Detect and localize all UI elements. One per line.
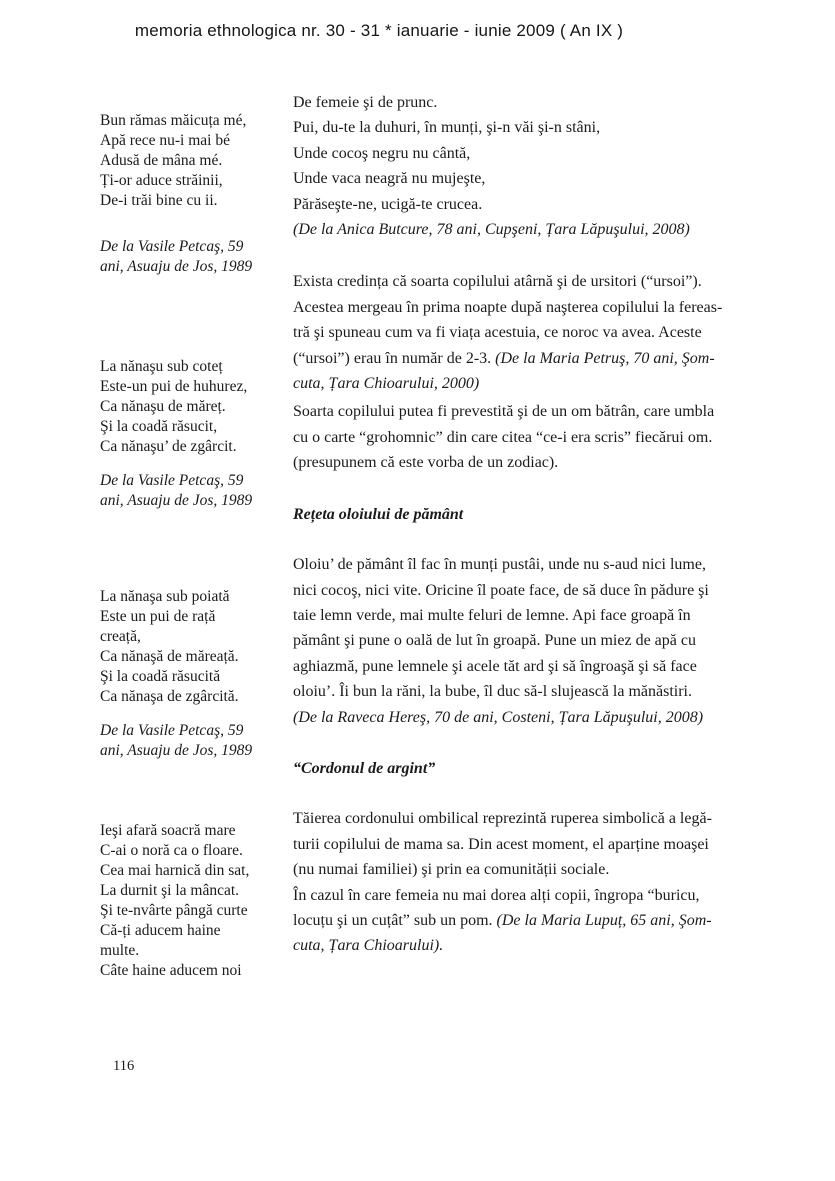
attribution-block [100,721,285,761]
body-text: Este-un pui de huhurez, [100,378,248,395]
body-text: aghiazmă, pune lemnele şi acele tăt ard şi să îngroaşă şi să face [293,657,697,675]
text-line [293,705,755,730]
text-line [100,721,285,741]
body-text: ani, Asuaju de Jos, 1989 [100,492,253,509]
paragraph-block [293,552,755,730]
text-line [100,131,285,151]
text-line [293,425,755,450]
text-line [293,679,755,704]
text-line [293,628,755,653]
text-line [293,166,755,191]
text-line [293,399,755,424]
text-line [100,587,285,607]
text-line [100,397,285,417]
body-text: De femeie şi de prunc. [293,94,438,111]
body-text: (presupunem că este vorba de un zodiac). [293,454,559,472]
body-text: turii copilului de mama sa. Din acest moment, el aparține moaşei [293,835,709,853]
text-line [100,881,285,901]
body-text: Ți-or aduce străinii, [100,172,223,189]
text-line [100,961,285,981]
text-line [100,171,285,191]
body-text: Pui, du-te la duhuri, în munți, şi-n văi şi-n stâni, [293,119,601,137]
body-text: ani, Asuaju de Jos, 1989 [100,258,253,275]
body-text: oloiu’. Îi bun la răni, la bube, îl duc să-l slujească la mănăstiri. [293,683,692,701]
body-text: Unde cocoş negru nu cântă, [293,144,471,162]
body-text: Câte haine aducem noi [100,962,242,979]
body-text: La nănaşu sub coteț [100,358,223,375]
body-text: Ca nănaşa de zgârcită. [100,688,239,705]
body-text: multe. [100,942,140,959]
verse-block [293,90,755,242]
text-line [100,841,285,861]
text-line [293,883,755,908]
body-text: Tăierea cordonului ombilical reprezintă ruperea simbolică a legă- [293,810,712,828]
body-text: Ieşi afară soacră mare [100,822,236,839]
text-line [100,151,285,171]
text-line [100,357,285,377]
body-text: De la Vasile Petcaş, 59 [100,238,244,255]
body-text: nici cocoş, nici vite. Oricine îl poate face, de să duce în pădure şi [293,581,709,599]
citation-text: (De la Maria Lupuț, 65 ani, Şom- [496,911,712,929]
text-line [293,578,755,603]
text-line [293,933,755,958]
body-text: De la Vasile Petcaş, 59 [100,472,244,489]
body-text: Adusă de mâna mé. [100,152,223,169]
body-text: Apă rece nu-i mai bé [100,132,230,149]
body-text: Este un pui de rață [100,608,216,625]
section-heading: Rețeta oloiului de pământ [293,505,464,523]
citation-text: cuta, Țara Chioarului, 2000) [293,375,480,393]
text-line [100,921,285,941]
body-text: Că-ți aducem haine [100,922,221,939]
text-line [100,821,285,841]
body-text: La nănaşa sub poiată [100,588,230,605]
journal-header: memoria ethnologica nr. 30 - 31 * ianuarie - iunie 2009 ( An IX ) [134,21,624,40]
attribution-block [100,471,285,511]
paragraph-block [293,883,755,959]
body-text: Bun rămas măicuța mé, [100,112,247,129]
text-line [293,371,755,396]
verse-block [100,587,285,707]
page-number: 116 [113,1058,135,1074]
citation-text: (De la Anica Butcure, 78 ani, Cupşeni, Țara Lăpuşului, 2008) [293,221,690,239]
text-line [100,257,285,277]
text-line [100,741,285,761]
text-line [293,603,755,628]
text-line [100,471,285,491]
body-text: Exista credința că soarta copilului atârnă şi de ursitori (“ursoi”). [293,273,702,291]
text-line [293,908,755,933]
body-text: pământ şi pune o oală de lut în groapă. Pune un miez de apă cu [293,632,696,650]
text-line [100,647,285,667]
body-text: Ca nănaşu’ de zgârcit. [100,438,237,455]
text-line [293,654,755,679]
text-line [100,607,285,627]
text-line [293,857,755,882]
text-line [293,90,755,115]
text-line [293,192,755,217]
text-line [100,901,285,921]
body-text: tră şi spuneau cum va fi viața acestuia, ce noroc va avea. Aceste [293,324,702,342]
body-text: Unde vaca neagră nu mujeşte, [293,170,486,188]
text-line [293,832,755,857]
text-line [293,217,755,242]
text-line [293,269,755,294]
body-text: Oloiu’ de pământ îl fac în munți pustâi, unde nu s-aud nici lume, [293,556,706,574]
text-line [100,437,285,457]
text-line [293,346,755,371]
body-text: ani, Asuaju de Jos, 1989 [100,742,253,759]
body-text: Şi te-nvârte pângă curte [100,902,248,919]
text-line [100,627,285,647]
text-line [100,667,285,687]
text-line [293,141,755,166]
body-text: locuțu şi un cuțât” sub un pom. [293,911,497,929]
text-line [100,417,285,437]
citation-text: (De la Raveca Hereş, 70 de ani, Costeni, Țara Lăpuşului, 2008) [293,708,704,726]
text-line [100,191,285,211]
right-column [293,90,755,959]
section-heading: “Cordonul de argint” [293,759,436,777]
text-line [293,115,755,140]
body-text: Acestea mergeau în prima noapte după naşterea copilului la fereas- [293,298,723,316]
body-text: cu o carte “grohomnic” din care citea “ce-i era scris” fiecărui om. [293,428,713,446]
text-line [293,450,755,475]
attribution-block [100,237,285,277]
citation-text: cuta, Țara Chioarului). [293,937,444,955]
citation-text: (De la Maria Petruş, 70 ani, Şom- [495,349,715,367]
body-text: creață, [100,628,141,645]
paragraph-block [293,399,755,475]
text-line [100,111,285,131]
body-text: Soarta copilului putea fi prevestită şi de un om bătrân, care umbla [293,403,715,421]
verse-block [100,821,285,981]
verse-block [100,111,285,211]
body-text: Ca nănaşă de măreață. [100,648,239,665]
body-text: De-i trăi bine cu ii. [100,192,218,209]
body-text: Părăseşte-ne, ucigă-te crucea. [293,195,483,213]
paragraph-block [293,806,755,882]
body-text: Şi la coadă răsucită [100,668,221,685]
text-line [100,237,285,257]
verse-block [100,357,285,457]
text-line [100,377,285,397]
text-line [293,320,755,345]
text-line [100,687,285,707]
body-text: (“ursoi”) erau în număr de 2-3. [293,349,496,367]
paragraph-block [293,269,755,396]
body-text: taie lemn verde, mai multe feluri de lemne. Api face groapă în [293,606,691,624]
text-line [100,491,285,511]
text-line [293,295,755,320]
body-text: Ca nănaşu de măreț. [100,398,226,415]
body-text: La durnit şi la mâncat. [100,882,240,899]
body-text: C-ai o noră ca o floare. [100,842,243,859]
body-text: Cea mai harnică din sat, [100,862,250,879]
text-line [100,861,285,881]
body-text: În cazul în care femeia nu mai dorea alți copii, îngropa “buricu, [293,886,700,904]
text-line [293,552,755,577]
text-line [100,941,285,961]
body-text: (nu numai familiei) şi prin ea comunității sociale. [293,861,610,879]
text-line [293,806,755,831]
left-column [100,111,285,981]
body-text: Şi la coadă răsucit, [100,418,218,435]
body-text: De la Vasile Petcaş, 59 [100,722,244,739]
